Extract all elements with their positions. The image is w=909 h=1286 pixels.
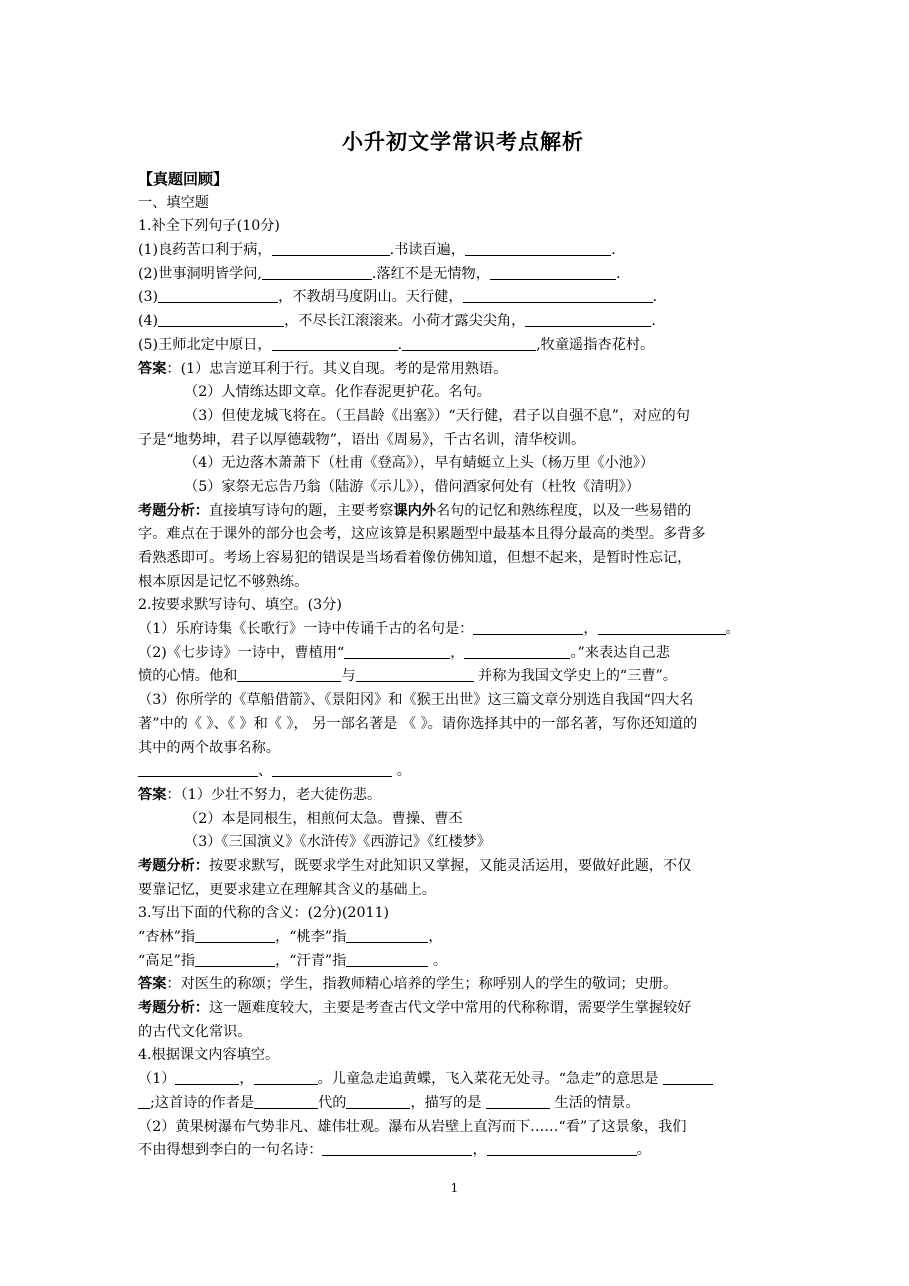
answer-blank[interactable] xyxy=(346,952,428,967)
answer-blank[interactable] xyxy=(356,667,474,682)
q1-analysis-line: 看熟悉即可。考场上容易犯的错误是当场看着像仿佛知道，但想不起来，是暂时性忘记， xyxy=(138,550,692,566)
question-3-heading: 3.写出下面的代称的含义：(2分)(2011) xyxy=(138,905,390,922)
answer-blank[interactable] xyxy=(344,644,450,659)
q4-item-2-cont: 不由得想到李白的一句名诗： ， 。 xyxy=(138,1142,651,1159)
answer-blank[interactable] xyxy=(272,762,392,777)
answer-blank[interactable] xyxy=(525,312,651,327)
q2-answer-line: （2）本是同根生，相煎何太急。曹操、曹丕 xyxy=(184,810,463,827)
answer-blank[interactable] xyxy=(158,312,284,327)
answer-blank[interactable] xyxy=(195,928,275,943)
q1-answer-line: （2）人情练达即文章。化作春泥更护花。名句。 xyxy=(184,384,491,401)
q3-row-2: “高足”指 ，“汗青”指 。 xyxy=(138,952,448,969)
q2-item-3-cont: 其中的两个故事名称。 xyxy=(138,739,280,756)
answer-blank[interactable] xyxy=(272,336,398,351)
q3-analysis: 考题分析：这一题难度较大，主要是考查古代文学中常用的代称称谓，需要学生掌握较好 xyxy=(138,1000,692,1017)
q2-item-2-cont: 愤的心情。他和 与 并称为我国文学史上的“三曹”。 xyxy=(138,668,677,685)
q1-answer-line: （3）但使龙城飞将在。（王昌龄《出塞》）“天行健，君子以自强不息”，对应的句 xyxy=(184,407,690,424)
q3-analysis-line: 的古代文化常识。 xyxy=(138,1023,252,1040)
q1-answer: 答案：(1）忠言逆耳利于行。其义自现。考的是常用熟语。 xyxy=(138,360,508,377)
q2-item-3-cont: 著”中的《 》、《 》和《 》， 另一部名著是 《 》。请你选择其中的一部名著，写你还知道的 xyxy=(138,715,698,732)
answer-blank[interactable] xyxy=(663,1070,713,1085)
q2-answer: 答案：（1）少壮不努力，老大徒伤悲。 xyxy=(138,786,382,803)
document-page xyxy=(138,126,778,1163)
q4-item-1-cont: ;这首诗的作者是 代的 ，描写的是 生活的情景。 xyxy=(138,1092,778,1116)
answer-blank[interactable] xyxy=(465,241,611,256)
answer-blank[interactable] xyxy=(175,1070,239,1085)
answer-blank[interactable] xyxy=(237,667,341,682)
question-1-heading: 1.补全下列句子(10分) xyxy=(138,218,280,235)
answer-blank[interactable] xyxy=(473,620,583,635)
answer-blank[interactable] xyxy=(346,1094,410,1109)
q1-analysis-line: 字。难点在于课外的部分也会考，这应该算是积累题型中最基本且得分最高的类型。多背多 xyxy=(138,526,706,543)
answer-blank[interactable] xyxy=(138,1094,150,1109)
answer-blank[interactable] xyxy=(254,1094,318,1109)
q2-item-2: （2)《七步诗》一诗中，曹植用“ ， 。”来表达自己悲 xyxy=(138,644,670,661)
answer-blank[interactable] xyxy=(262,265,372,280)
answer-blank[interactable] xyxy=(402,336,536,351)
q2-item-3-blanks: 、 。 xyxy=(138,760,778,784)
answer-blank[interactable] xyxy=(158,288,278,303)
answer-blank[interactable] xyxy=(487,1141,637,1156)
answer-blank[interactable] xyxy=(346,928,428,943)
q2-item-3: （3）你所学的《草船借箭》、《景阳冈》和《猴王出世》这三篇文章分别选自我国“四大名 xyxy=(138,692,694,709)
q1-item-4: (4) ，不尽长江滚滚来。小荷才露尖尖角， . xyxy=(138,313,656,330)
answer-blank[interactable] xyxy=(464,644,570,659)
answer-blank[interactable] xyxy=(195,952,275,967)
page-title: 小升初文学常识考点解析 xyxy=(342,130,584,154)
answer-blank[interactable] xyxy=(254,1070,318,1085)
q4-item-2: （2）黄果树瀑布气势非凡、雄伟壮观。瀑布从岩壁上直泻而下……“看”了这景象，我们 xyxy=(138,1118,687,1135)
q1-answer-line: 子是“地势坤，君子以厚德载物”，语出《周易》，千古名训，清华校训。 xyxy=(138,431,586,448)
page-number: 1 xyxy=(450,1181,459,1195)
q2-answer-line: （3）《三国演义》《水浒传》《西游记》《红楼梦》 xyxy=(184,834,491,851)
part-heading: 一、填空题 xyxy=(138,194,209,211)
q2-item-1: （1）乐府诗集《长歌行》一诗中传诵千古的名句是： ， 。 xyxy=(138,621,740,638)
q1-answer-line: （5）家祭无忘告乃翁（陆游《示儿》），借问酒家何处有（杜牧《清明》） xyxy=(184,478,640,495)
q1-analysis-line: 根本原因是记忆不够熟练。 xyxy=(138,573,309,590)
q4-item-1: （1） ， 。儿童急走追黄蝶，飞入菜花无处寻。“急走”的意思是 xyxy=(138,1068,778,1092)
answer-blank[interactable] xyxy=(598,620,726,635)
answer-blank[interactable] xyxy=(490,265,616,280)
answer-blank[interactable] xyxy=(322,1141,472,1156)
q3-row-1: “杏林”指 ，“桃李”指 ， xyxy=(138,929,443,945)
question-2-heading: 2.按要求默写诗句、填空。(3分) xyxy=(138,597,342,614)
question-4-heading: 4.根据课文内容填空。 xyxy=(138,1047,280,1064)
section-heading: 【真题回顾】 xyxy=(138,170,229,188)
answer-blank[interactable] xyxy=(486,1094,550,1109)
q1-analysis: 考题分析：直接填写诗句的题，主要考察课内外名句的记忆和熟练程度，以及一些易错的 xyxy=(138,502,692,519)
q1-item-2: (2)世事洞明皆学问, .落红不是无情物， . xyxy=(138,265,621,282)
q1-item-3: (3) ，不教胡马度阴山。天行健， . xyxy=(138,289,658,306)
q1-answer-line: （4）无边落木萧萧下（杜甫《登高》），早有蜻蜓立上头（杨万里《小池》） xyxy=(184,455,655,472)
answer-blank[interactable] xyxy=(138,762,258,777)
answer-blank[interactable] xyxy=(463,288,653,303)
q3-answer: 答案：对医生的称颂；学生，指教师精心培养的学生；称呼别人的学生的敬词；史册。 xyxy=(138,976,678,993)
q2-analysis: 考题分析：按要求默写，既要求学生对此知识又掌握，又能灵活运用，要做好此题，不仅 xyxy=(138,857,692,874)
q2-analysis-line: 要靠记忆，更要求建立在理解其含义的基础上。 xyxy=(138,881,436,898)
answer-blank[interactable] xyxy=(272,241,390,256)
q1-item-5: (5)王师北定中原日， . ,牧童遥指杏花村。 xyxy=(138,336,655,353)
q1-item-1: (1)良药苦口利于病， .书读百遍， . xyxy=(138,242,616,259)
